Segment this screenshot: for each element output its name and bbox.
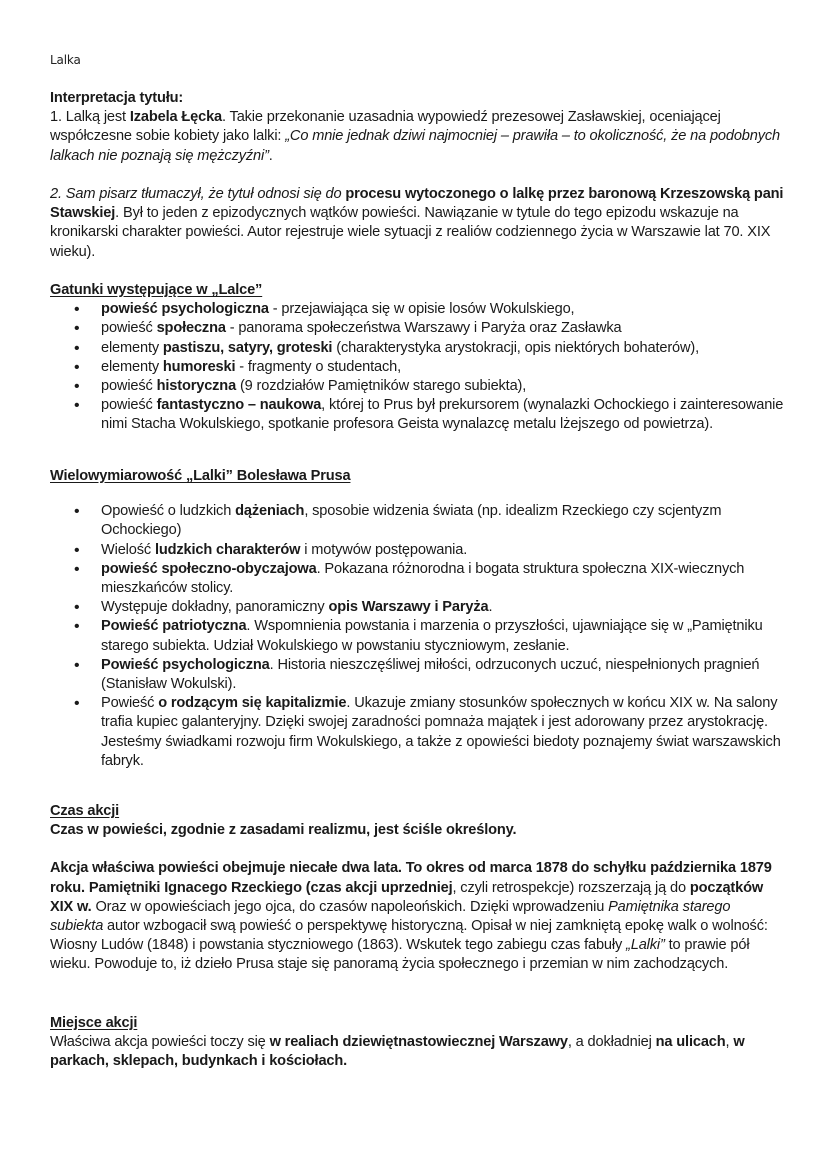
text-run: (9 rozdziałów Pamiętników starego subiekta), [236,378,527,395]
text-run: . Pokazana różnorodna i bogata struktura społeczna XIX-wiecznych mieszkańców stolicy. [101,560,745,597]
section-heading: Czas akcji [50,803,120,819]
bold-text: Powieść patriotyczna [101,618,247,635]
list-item [50,319,785,338]
list-item [50,694,785,771]
section-genres [50,281,785,435]
multidimensional-list [50,502,785,771]
text-run: . Wspomnienia powstania i marzenia o przyszłości, ujawniające się w „Pamiętniku starego subiekta. Udział Wokulskiego w powstaniu styczniowym, zesłanie. [101,618,763,654]
list-item [50,617,785,655]
list-item [50,300,785,319]
bold-text: opis Warszawy i Paryża [328,599,489,616]
text-run: elementy [101,339,163,356]
bold-text: powieść psychologiczna [101,301,269,318]
text-run: . Takie przekonanie uzasadnia wypowiedź prezesowej Zasławskiej, oceniającej współczesne sobie kobiety jako lalki: [50,109,721,145]
text-run: powieść [101,397,157,414]
list-item [50,377,785,396]
time-body [50,859,785,974]
section-place [50,1014,785,1072]
text-run: powieść [101,320,157,337]
bold-text: pastiszu, satyry, groteski [162,339,333,356]
text-run: Wielość [101,541,155,558]
text-run: powieść [101,378,157,395]
time-lead [50,821,785,840]
text-run: Występuje dokładny, panoramiczny [101,599,329,616]
text-run: . Ukazuje zmiany stosunków społecznych w końcu XIX w. Na salony trafia kupiec galanteryjny. Dzięki swojej zaradności pomnaża majątek i jest adorowany przez arystokrację. Jesteśmy świadkami rozwoju firm Wokulskiego, a także z opowieści biedoty poznajemy świat warszawskich fabryk. [101,695,781,769]
text-run: elementy [101,358,163,375]
list-item [50,339,785,358]
interpretation-paragraph-2 [50,185,785,262]
text-run: . Historia nieszczęśliwej miłości, odrzuconych uczuć, niespełnionych pragnień (Stanisław Wokulski). [101,656,760,693]
bold-text: o rodzącym się kapitalizmie [158,695,347,712]
text-run: autor wzbogacił swą powieść o perspektywę historyczną. Opisał w niej zamkniętą epokę walk o wolność: Wiosny Ludów (1848) i powstania styczniowego (1863). Wskutek tego zabiegu czas fabuły [50,918,768,954]
section-heading: Miejsce akcji [50,1015,138,1031]
text-run: (charakterystyka arystokracji, opis niektórych bohaterów), [332,339,700,356]
list-item [50,541,785,560]
place-body [50,1033,785,1071]
bold-text: humoreski [162,358,236,375]
italic-text: „Lalki” [626,937,665,954]
italic-text: 2. Sam pisarz tłumaczył, że tytuł odnosi się do [50,186,346,202]
bold-text: ludzkich charakterów [154,541,301,558]
bold-text: Powieść psychologiczna [101,656,270,673]
text-run: , sposobie widzenia świata (np. idealizm Rzeckiego czy scjentyzm Ochockiego) [101,503,722,539]
text-run: Oraz w opowieściach jego ojca, do czasów napoleońskich. Dzięki wprowadzeniu [91,898,609,915]
bold-text: historyczna [156,378,237,395]
text-run: to prawie pół wieku. Powoduje to, iż dzieło Prusa staje się panoramą życia społecznego i przemian w nim zachodzących. [50,937,750,973]
bold-text: Akcja właściwa powieści obejmuje niecałe dwa lata. To okres od marca 1878 do schyłku października 1879 roku. Pamiętniki Ignacego Rzeckiego (czas akcji uprzedniej [50,860,772,896]
list-item [50,598,785,617]
italic-text: „Co mnie jednak dziwi najmocniej – prawiła – to okoliczność, że na podobnych lalkach nie poznają się mężczyźni” [50,128,781,164]
text-run: 1. Lalką jest [50,109,130,126]
bold-text: dążeniach [235,503,305,520]
section-title-interpretation [50,89,785,166]
bold-text: Izabela Łęcka [129,109,222,126]
bold-text: społeczna [156,320,226,337]
section-time [50,802,785,975]
text-run: . [488,599,493,616]
document-title: Lalka [50,53,81,67]
genres-list [50,300,785,434]
section-title-interpretation-2 [50,185,785,262]
text-run: i motywów postępowania. [300,541,468,558]
section-multidimensional [50,467,785,771]
section-heading: Gatunki występujące w „Lalce” [50,282,263,298]
bold-text: w parkach, sklepach, budynkach i kościołach. [50,1034,745,1070]
text-run: - przejawiająca się w opisie losów Wokulskiego, [268,301,575,318]
bold-text: procesu wytoczonego o lalkę przez baronową Krzeszowską pani Stawskiej [50,186,784,222]
text-run: , której to Prus był prekursorem (wynalazki Ochockiego i zainteresowanie nimi Stacha Wokulskiego, spotkanie profesora Geista wynalazcę metalu lżejszego od powietrza). [101,397,784,433]
list-item [50,358,785,377]
text-run: Powieść [101,695,159,712]
text-run: , a dokładniej [567,1034,656,1051]
list-item [50,502,785,540]
text-run: Opowieść o ludzkich [101,503,236,520]
bold-text: początków XIX w. [50,879,764,915]
interpretation-paragraph-1 [50,108,785,166]
list-item [50,560,785,598]
list-item [50,656,785,694]
list-item [50,396,785,434]
text-run: - panorama społeczeństwa Warszawy i Paryża oraz Zasławka [225,320,622,337]
bold-text: w realiach dziewiętnastowiecznej Warszawy [269,1034,568,1051]
section-heading: Wielowymiarowość „Lalki” Bolesława Prusa [50,468,351,484]
bold-text: na ulicach [655,1034,726,1051]
text-run: . Był to jeden z epizodycznych wątków powieści. Nawiązanie w tytule do tego epizodu wskazuje na kronikarski charakter powieści. Autor rejestruje wiele sytuacji z realiów codziennego życia w Warszawie lat 70. XIX wieku). [50,205,771,260]
bold-text: powieść społeczno-obyczajowa [101,560,317,577]
text-run: , [725,1034,734,1051]
text-run: , czyli retrospekcje) rozszerzają ją do [452,879,690,896]
text-run: Właściwa akcja powieści toczy się [50,1034,270,1051]
italic-text: Pamiętnika starego subiekta [50,898,731,935]
text-run: . [268,147,273,164]
section-heading: Interpretacja tytułu: [50,90,184,106]
bold-text: fantastyczno – naukowa [156,397,322,414]
text-run: - fragmenty o studentach, [235,358,402,375]
bold-text: Czas w powieści, zgodnie z zasadami realizmu, jest ściśle określony. [50,822,517,839]
